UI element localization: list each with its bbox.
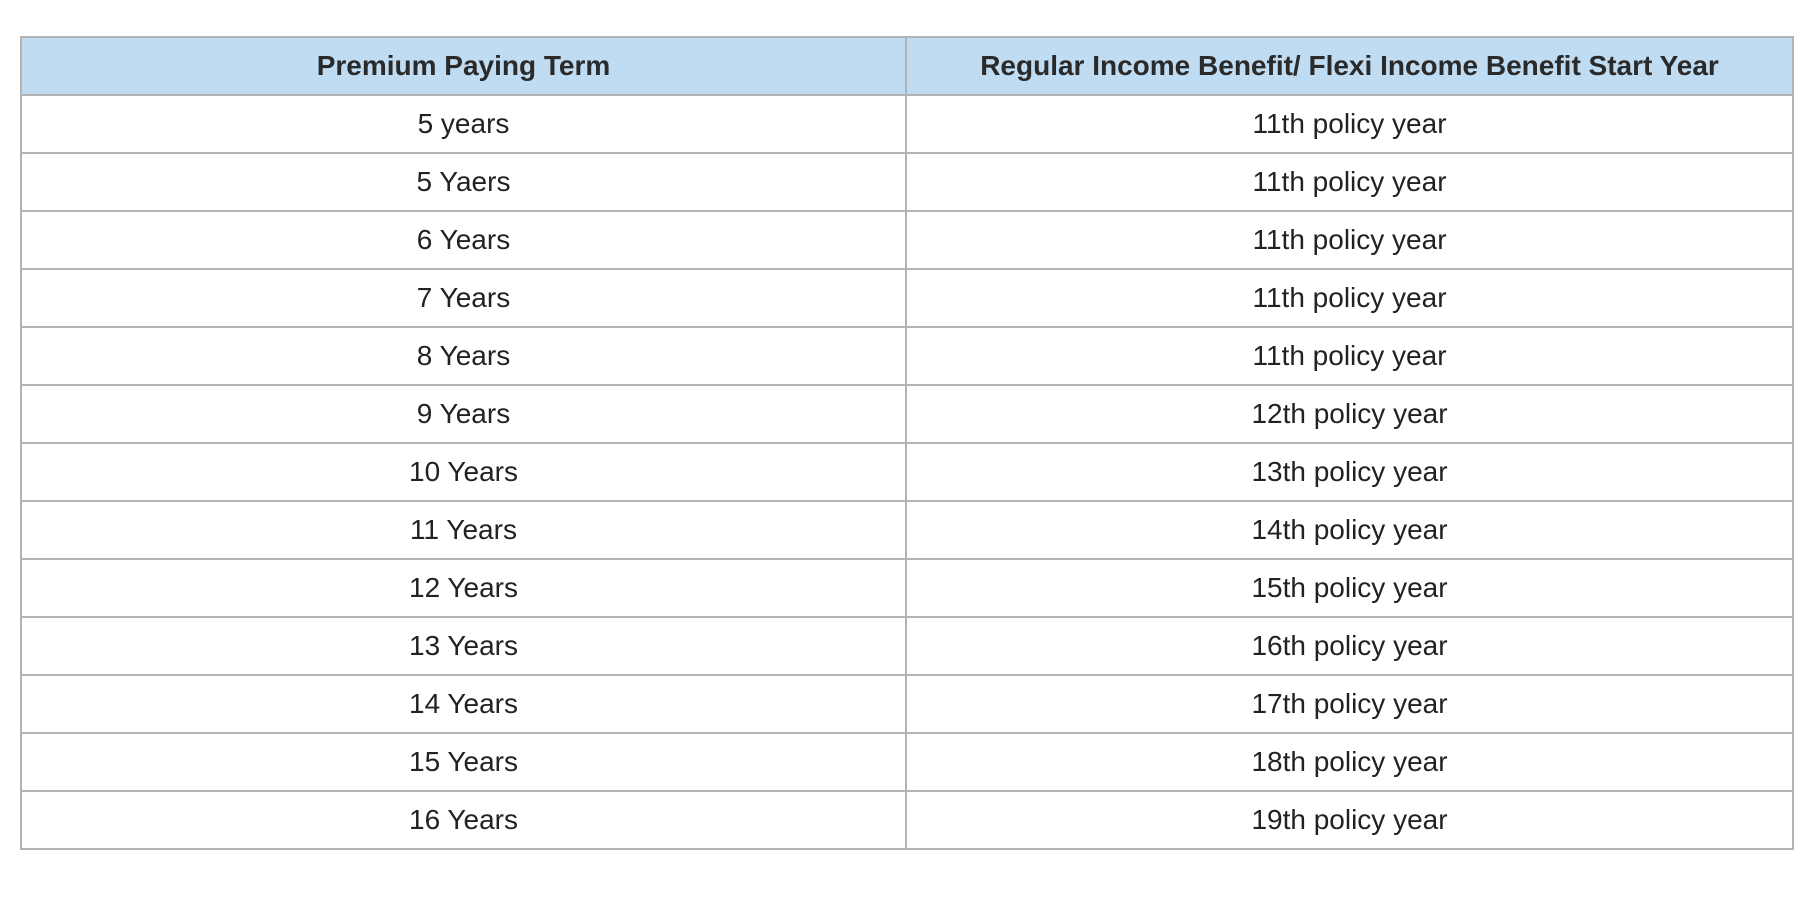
cell-premium-paying-term: 12 Years (21, 559, 906, 617)
table-row (21, 269, 1793, 327)
cell-benefit-start-year: 12th policy year (906, 385, 1793, 443)
cell-premium-paying-term: 13 Years (21, 617, 906, 675)
cell-benefit-start-year: 18th policy year (906, 733, 1793, 791)
benefit-start-table (20, 36, 1794, 850)
cell-benefit-start-year: 16th policy year (906, 617, 1793, 675)
benefit-start-table-container (20, 36, 1792, 850)
cell-premium-paying-term: 5 years (21, 95, 906, 153)
cell-premium-paying-term: 15 Years (21, 733, 906, 791)
table-row (21, 733, 1793, 791)
table-row (21, 95, 1793, 153)
table-header (21, 37, 1793, 95)
cell-premium-paying-term: 7 Years (21, 269, 906, 327)
cell-premium-paying-term: 14 Years (21, 675, 906, 733)
header-income-benefit-start-year: Regular Income Benefit/ Flexi Income Benefit Start Year (906, 37, 1793, 95)
table-row (21, 211, 1793, 269)
table-row (21, 153, 1793, 211)
table-header-row (21, 37, 1793, 95)
cell-benefit-start-year: 17th policy year (906, 675, 1793, 733)
cell-premium-paying-term: 5 Yaers (21, 153, 906, 211)
cell-benefit-start-year: 13th policy year (906, 443, 1793, 501)
table-row (21, 791, 1793, 849)
cell-premium-paying-term: 8 Years (21, 327, 906, 385)
table-row (21, 501, 1793, 559)
table-row (21, 559, 1793, 617)
table-row (21, 617, 1793, 675)
table-row (21, 327, 1793, 385)
cell-benefit-start-year: 11th policy year (906, 153, 1793, 211)
cell-premium-paying-term: 16 Years (21, 791, 906, 849)
table-row (21, 385, 1793, 443)
cell-premium-paying-term: 10 Years (21, 443, 906, 501)
cell-benefit-start-year: 15th policy year (906, 559, 1793, 617)
table-row (21, 675, 1793, 733)
cell-benefit-start-year: 14th policy year (906, 501, 1793, 559)
cell-premium-paying-term: 9 Years (21, 385, 906, 443)
cell-benefit-start-year: 11th policy year (906, 211, 1793, 269)
table-body (21, 95, 1793, 849)
table-row (21, 443, 1793, 501)
cell-benefit-start-year: 11th policy year (906, 327, 1793, 385)
header-premium-paying-term: Premium Paying Term (21, 37, 906, 95)
cell-premium-paying-term: 6 Years (21, 211, 906, 269)
cell-benefit-start-year: 11th policy year (906, 95, 1793, 153)
cell-premium-paying-term: 11 Years (21, 501, 906, 559)
cell-benefit-start-year: 11th policy year (906, 269, 1793, 327)
cell-benefit-start-year: 19th policy year (906, 791, 1793, 849)
